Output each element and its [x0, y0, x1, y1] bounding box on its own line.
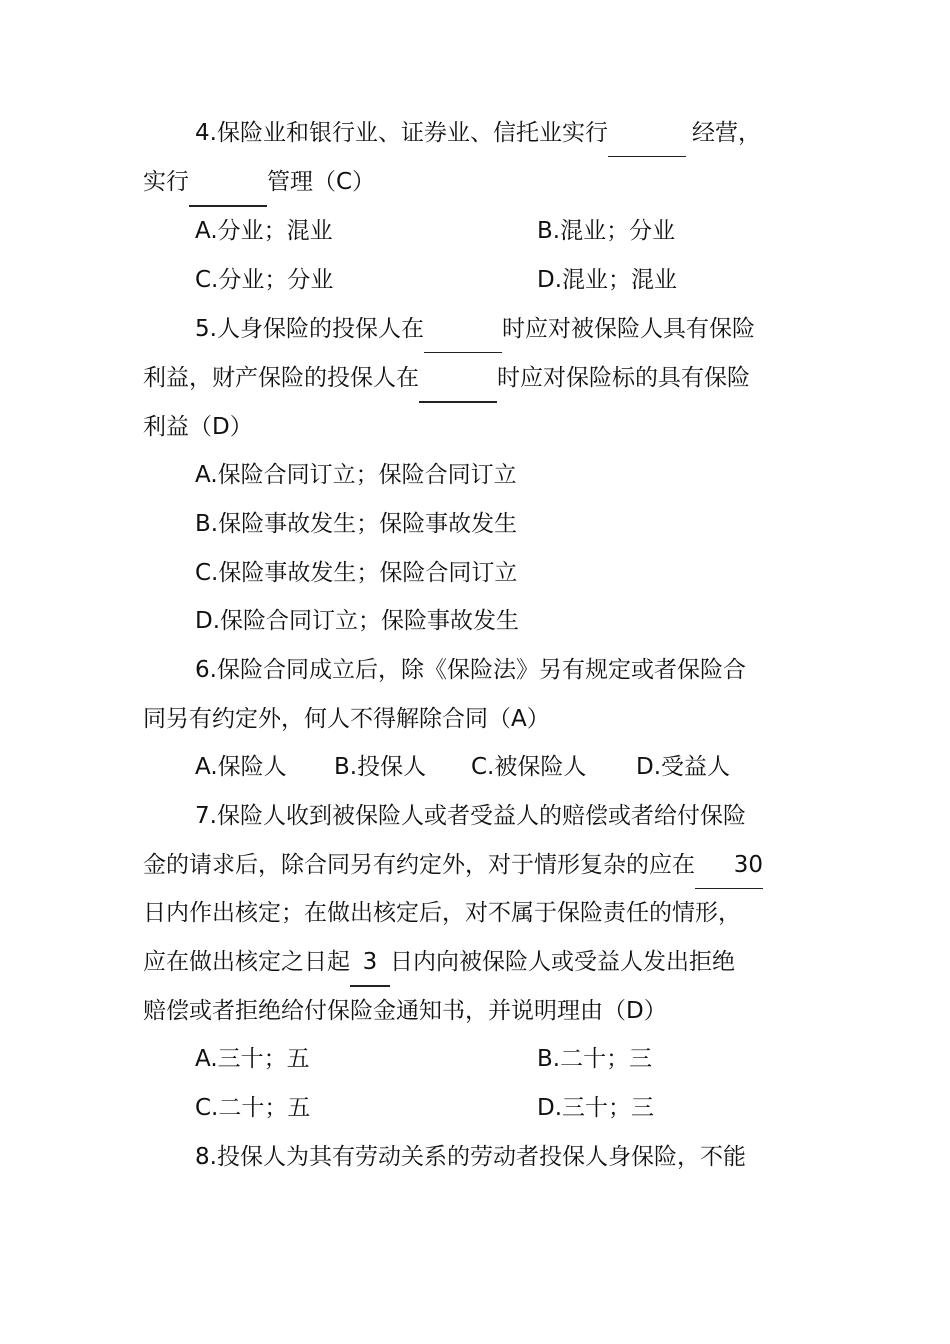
q5-stem-tail-2: 时应对保险标的具有保险 — [497, 365, 750, 391]
q4-stem-tail-2: 管理（C） — [267, 169, 376, 195]
q5-stem-tail: 时应对被保险人具有保险 — [501, 316, 755, 342]
q4-stem-tail: 经营， — [691, 120, 761, 146]
q5-line2 — [143, 363, 750, 393]
q5-option-b: B.保险事故发生；保险事故发生 — [195, 511, 518, 537]
q7-option-a: A.三十；五 — [195, 1046, 310, 1072]
q5-stem-text: 5.人身保险的投保人在 — [195, 316, 424, 342]
q5-line3: 利益（D） — [143, 414, 253, 440]
q7-line1: 7.保险人收到被保险人或者受益人的赔偿或者给付保险 — [195, 803, 746, 829]
q7-option-c: C.二十；五 — [195, 1095, 311, 1121]
q7-option-b: B.二十；三 — [537, 1046, 653, 1072]
q4-stem-text: 4.保险业和银行业、证券业、信托业实行 — [195, 120, 608, 146]
q5-blank-2 — [419, 371, 497, 403]
q7-line2 — [143, 850, 763, 880]
q6-option-c: C.被保险人 — [471, 754, 587, 780]
q4-option-b: B.混业；分业 — [537, 218, 676, 244]
q7-blank-1 — [695, 852, 763, 889]
q4-option-a: A.分业；混业 — [195, 218, 333, 244]
q6-option-a: A.保险人 — [195, 754, 287, 780]
q5-option-c: C.保险事故发生；保险合同订立 — [195, 560, 518, 586]
q7-line4 — [143, 947, 735, 977]
q7-line5: 赔偿或者拒绝给付保险金通知书，并说明理由（D） — [143, 998, 667, 1024]
q6-line2: 同另有约定外，何人不得解除合同（A） — [143, 706, 550, 732]
q7-stem-text-2: 金的请求后，除合同另有约定外，对于情形复杂的应在 — [143, 852, 695, 878]
q7-stem-tail-4: 日内向被保险人或受益人发出拒绝 — [390, 949, 735, 975]
q7-blank-2 — [350, 949, 390, 987]
q5-option-d: D.保险合同订立；保险事故发生 — [195, 608, 520, 634]
q4-line2 — [143, 167, 375, 197]
q5-line1 — [195, 314, 755, 344]
q4-blank-2 — [189, 175, 267, 207]
q4-line1 — [195, 118, 761, 148]
q4-option-d: D.混业；混业 — [537, 267, 678, 293]
q8-line1: 8.投保人为其有劳动关系的劳动者投保人身保险，不能 — [195, 1144, 746, 1170]
q5-option-a: A.保险合同订立；保险合同订立 — [195, 462, 517, 488]
q7-blank-1-answer: 30 — [733, 852, 763, 878]
q6-option-b: B.投保人 — [334, 754, 427, 780]
q6-option-d: D.受益人 — [636, 754, 731, 780]
q7-option-d: D.三十；三 — [537, 1095, 655, 1121]
q7-blank-2-answer: 3 — [362, 949, 378, 975]
q6-line1: 6.保险合同成立后，除《保险法》另有规定或者保险合 — [195, 657, 746, 683]
q7-line3: 日内作出核定；在做出核定后，对不属于保险责任的情形， — [143, 900, 741, 926]
q4-blank-1 — [608, 126, 686, 157]
q7-stem-text-4: 应在做出核定之日起 — [143, 949, 350, 975]
q4-stem-text-2: 实行 — [143, 169, 189, 195]
q4-option-c: C.分业；分业 — [195, 267, 334, 293]
q5-blank-1 — [424, 322, 502, 353]
q5-stem-text-2: 利益，财产保险的投保人在 — [143, 365, 419, 391]
